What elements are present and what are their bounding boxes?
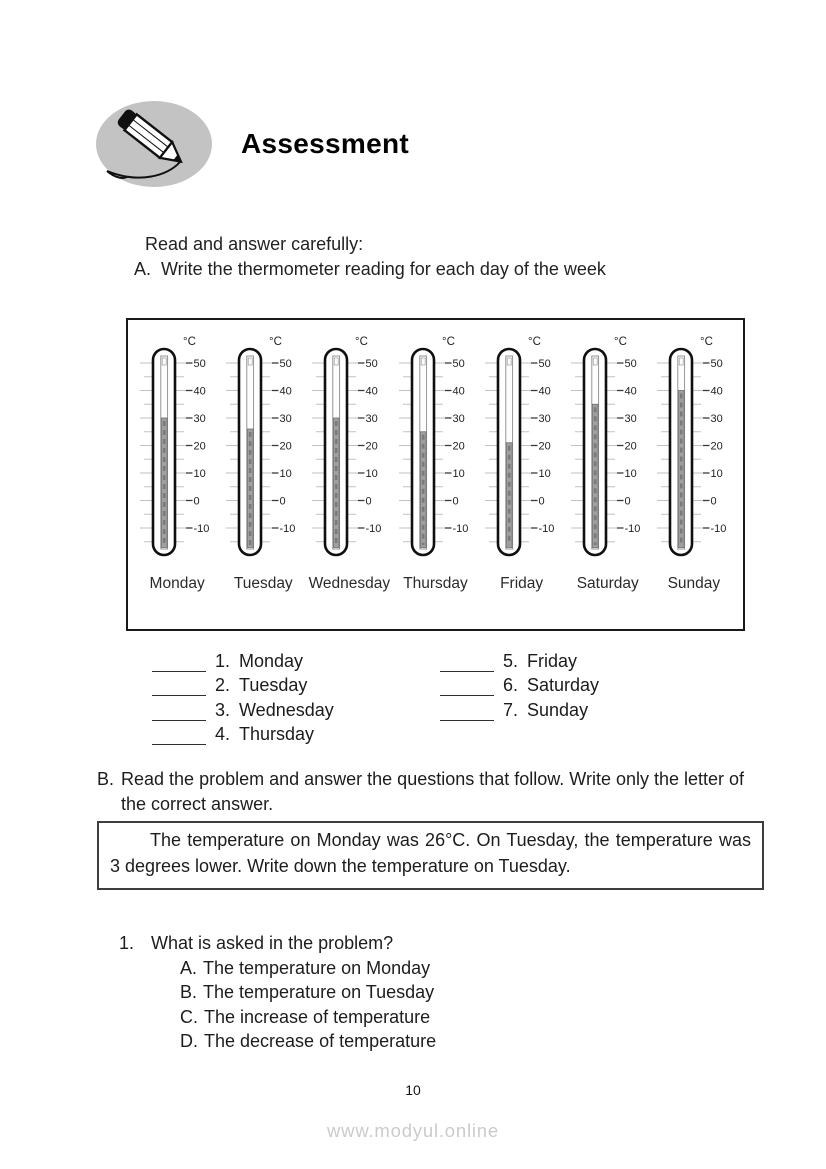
answer-day-label: Tuesday <box>239 675 308 696</box>
thermometer-row <box>128 320 743 593</box>
part-a-label: A. <box>134 259 152 279</box>
svg-text:50: 50 <box>365 357 379 370</box>
answer-blank <box>440 656 494 672</box>
thermometer-day-label: Saturday <box>576 575 639 592</box>
option-letter: C. <box>180 1006 198 1027</box>
svg-text:-10: -10 <box>279 522 296 535</box>
answer-day-label: Sunday <box>527 699 589 720</box>
svg-text:20: 20 <box>624 440 637 453</box>
svg-text:10: 10 <box>193 467 206 480</box>
answer-list-left <box>152 648 334 745</box>
svg-text:°C: °C <box>183 336 197 348</box>
svg-text:30: 30 <box>279 412 292 425</box>
problem-text: The temperature on Monday was 26°C. On Tuesday, the temperature was 3 degrees lower. Write down the temperature on Tuesday. <box>110 830 751 876</box>
thermometer-figure <box>309 333 389 573</box>
answer-number: 3. <box>215 699 231 720</box>
answer-list-right <box>440 648 599 721</box>
answer-blank <box>440 680 494 696</box>
answer-blank <box>152 705 206 721</box>
svg-text:-10: -10 <box>365 522 382 535</box>
option-letter: A. <box>180 957 198 978</box>
instruction-read: Read and answer carefully: <box>145 234 364 254</box>
option-b <box>180 980 436 1005</box>
part-b-text: Read the problem and answer the questions that follow. Write only the letter of the correct answer. <box>121 769 745 814</box>
svg-text:20: 20 <box>279 440 292 453</box>
svg-text:0: 0 <box>624 495 631 508</box>
svg-text:30: 30 <box>452 412 465 425</box>
svg-text:20: 20 <box>538 440 551 453</box>
question-1-head <box>119 931 436 956</box>
thermometer-figure <box>568 333 648 573</box>
option-text: The increase of temperature <box>204 1006 431 1027</box>
part-b-instruction <box>97 767 769 817</box>
svg-text:10: 10 <box>452 467 465 480</box>
svg-text:40: 40 <box>365 385 379 398</box>
svg-text:-10: -10 <box>624 522 641 535</box>
thermometer-wednesday <box>306 333 392 593</box>
svg-text:0: 0 <box>710 495 717 508</box>
question-1 <box>119 931 436 1054</box>
answer-number: 2. <box>215 675 231 696</box>
svg-text:0: 0 <box>452 495 459 508</box>
question-1-options <box>180 956 436 1054</box>
thermometer-day-label: Monday <box>149 575 205 592</box>
svg-text:-10: -10 <box>538 522 555 535</box>
svg-text:10: 10 <box>538 467 551 480</box>
svg-text:50: 50 <box>538 357 551 370</box>
thermometer-figure <box>654 333 734 573</box>
svg-text:20: 20 <box>710 440 723 453</box>
thermometer-day-label: Sunday <box>667 575 721 592</box>
answer-row <box>152 672 334 696</box>
option-letter: D. <box>180 1031 198 1051</box>
svg-text:°C: °C <box>355 336 369 348</box>
svg-text:50: 50 <box>452 357 465 370</box>
page-number: 10 <box>405 1082 421 1098</box>
answer-blank <box>152 680 206 696</box>
pencil-icon <box>93 98 217 190</box>
svg-text:0: 0 <box>279 495 286 508</box>
svg-text:40: 40 <box>279 385 292 398</box>
thermometer-figure <box>482 333 562 573</box>
thermometer-thursday <box>393 333 479 593</box>
svg-text:50: 50 <box>710 357 723 370</box>
answer-blank <box>152 729 206 745</box>
thermometer-saturday <box>565 333 651 593</box>
thermometer-figure <box>137 333 217 573</box>
svg-text:40: 40 <box>452 385 465 398</box>
svg-text:°C: °C <box>441 336 455 348</box>
footer-url: www.modyul.online <box>327 1120 499 1141</box>
instruction-part-a <box>134 257 606 282</box>
part-a-text: Write the thermometer reading for each day of the week <box>161 259 606 279</box>
option-d <box>180 1029 436 1054</box>
answer-number: 6. <box>503 675 519 696</box>
svg-text:10: 10 <box>624 467 637 480</box>
svg-text:40: 40 <box>710 385 723 398</box>
svg-text:30: 30 <box>710 412 723 425</box>
svg-text:-10: -10 <box>452 522 468 535</box>
svg-text:10: 10 <box>365 467 379 480</box>
answer-row <box>152 648 334 672</box>
thermometer-day-label: Tuesday <box>233 575 293 592</box>
answer-number: 1. <box>215 651 231 672</box>
answer-row <box>440 696 599 720</box>
page-title: Assessment <box>241 128 409 159</box>
thermometer-day-label: Thursday <box>403 575 468 592</box>
thermometer-day-label: Wednesday <box>308 575 391 592</box>
option-letter: B. <box>180 982 198 1002</box>
option-text: The temperature on Tuesday <box>203 982 435 1002</box>
thermometer-monday <box>134 333 220 593</box>
answer-number: 7. <box>503 699 519 720</box>
svg-text:40: 40 <box>538 385 551 398</box>
svg-text:°C: °C <box>527 336 541 348</box>
svg-text:°C: °C <box>613 336 627 348</box>
svg-text:50: 50 <box>624 357 637 370</box>
svg-text:0: 0 <box>538 495 545 508</box>
answer-number: 5. <box>503 651 519 672</box>
problem-box <box>97 821 764 890</box>
answer-blank <box>152 656 206 672</box>
svg-text:20: 20 <box>452 440 465 453</box>
thermometer-figure <box>223 333 303 573</box>
thermometer-friday <box>479 333 565 593</box>
svg-text:°C: °C <box>699 336 713 348</box>
part-b-label: B. <box>97 769 115 789</box>
svg-text:0: 0 <box>365 495 372 508</box>
question-1-text: What is asked in the problem? <box>151 933 394 953</box>
svg-text:30: 30 <box>624 412 637 425</box>
answer-day-label: Wednesday <box>239 699 334 720</box>
answer-day-label: Thursday <box>239 723 315 744</box>
svg-text:-10: -10 <box>710 522 727 535</box>
svg-text:40: 40 <box>193 385 206 398</box>
svg-text:°C: °C <box>269 336 283 348</box>
question-1-number: 1. <box>119 933 135 953</box>
svg-text:40: 40 <box>624 385 637 398</box>
instructions <box>134 232 606 282</box>
answer-row <box>440 672 599 696</box>
option-c <box>180 1005 436 1030</box>
option-text: The decrease of temperature <box>204 1031 437 1051</box>
answer-row <box>152 721 334 745</box>
assessment-header <box>93 98 409 190</box>
answer-day-label: Saturday <box>527 675 600 696</box>
answer-day-label: Friday <box>527 651 578 672</box>
thermometer-day-label: Friday <box>500 575 544 592</box>
svg-text:0: 0 <box>193 495 200 508</box>
svg-text:50: 50 <box>193 357 206 370</box>
svg-text:50: 50 <box>279 357 292 370</box>
thermometer-tuesday <box>220 333 306 593</box>
answer-day-label: Monday <box>239 651 304 672</box>
svg-text:30: 30 <box>365 412 379 425</box>
svg-text:30: 30 <box>538 412 551 425</box>
svg-text:30: 30 <box>193 412 206 425</box>
svg-text:-10: -10 <box>193 522 210 535</box>
option-a <box>180 956 436 981</box>
svg-text:20: 20 <box>193 440 206 453</box>
svg-text:20: 20 <box>365 440 379 453</box>
thermometer-panel <box>126 318 745 631</box>
svg-text:10: 10 <box>710 467 723 480</box>
answer-row <box>152 696 334 720</box>
answer-blank <box>440 705 494 721</box>
option-text: The temperature on Monday <box>203 957 431 978</box>
answer-row <box>440 648 599 672</box>
svg-text:10: 10 <box>279 467 292 480</box>
answer-number: 4. <box>215 723 231 744</box>
thermometer-sunday <box>651 333 737 593</box>
thermometer-figure <box>396 333 476 573</box>
